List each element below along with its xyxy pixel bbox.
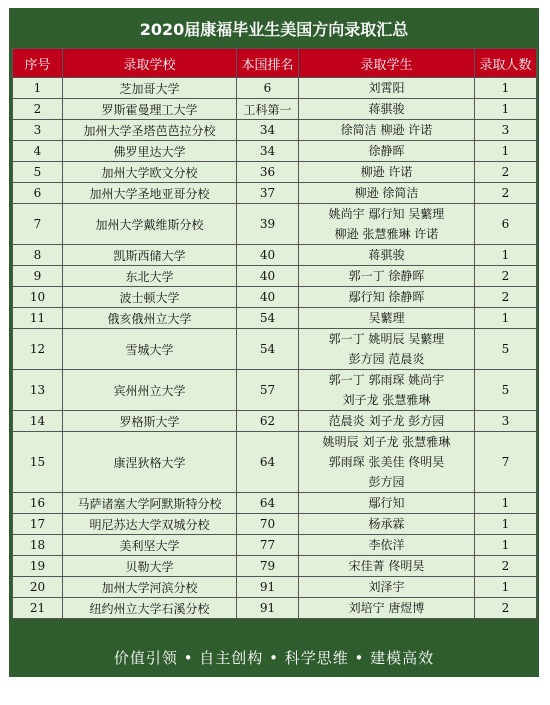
table-row <box>13 162 537 183</box>
row-rank: 77 <box>237 535 299 556</box>
row-school: 佛罗里达大学 <box>63 141 237 162</box>
row-rank: 64 <box>237 493 299 514</box>
table-row <box>13 411 537 432</box>
row-no: 17 <box>13 514 63 535</box>
row-count: 1 <box>475 514 537 535</box>
row-school: 加州大学戴维斯分校 <box>63 204 237 245</box>
row-students: 郭一丁 郭雨琛 姚尚宇 刘子龙 张慧雅琳 <box>299 370 475 411</box>
row-rank: 79 <box>237 556 299 577</box>
row-school: 加州大学圣地亚哥分校 <box>63 183 237 204</box>
table-row <box>13 598 537 619</box>
row-school: 美利坚大学 <box>63 535 237 556</box>
row-school: 波士顿大学 <box>63 287 237 308</box>
row-rank: 91 <box>237 598 299 619</box>
row-students: 蒋骐骏 <box>299 245 475 266</box>
row-school: 明尼苏达大学双城分校 <box>63 514 237 535</box>
row-no: 4 <box>13 141 63 162</box>
row-rank: 40 <box>237 266 299 287</box>
row-no: 18 <box>13 535 63 556</box>
row-school: 芝加哥大学 <box>63 78 237 99</box>
row-rank: 37 <box>237 183 299 204</box>
row-students: 姚尚宇 鄢行知 吴蘩理 柳逊 张慧雅琳 许诺 <box>299 204 475 245</box>
table-row <box>13 287 537 308</box>
row-rank: 64 <box>237 432 299 493</box>
row-no: 2 <box>13 99 63 120</box>
row-students: 姚明辰 刘子龙 张慧雅琳 郭雨琛 张美佳 佟明昊 彭方园 <box>299 432 475 493</box>
row-count: 2 <box>475 556 537 577</box>
row-students: 范晨炎 刘子龙 彭方园 <box>299 411 475 432</box>
row-count: 2 <box>475 183 537 204</box>
row-count: 7 <box>475 432 537 493</box>
row-count: 1 <box>475 99 537 120</box>
row-rank: 54 <box>237 329 299 370</box>
row-rank: 70 <box>237 514 299 535</box>
row-count: 1 <box>475 78 537 99</box>
row-count: 5 <box>475 329 537 370</box>
row-rank: 62 <box>237 411 299 432</box>
row-rank: 40 <box>237 245 299 266</box>
row-no: 21 <box>13 598 63 619</box>
row-school: 俄亥俄州立大学 <box>63 308 237 329</box>
header-students: 录取学生 <box>299 49 475 78</box>
row-school: 纽约州立大学石溪分校 <box>63 598 237 619</box>
row-school: 康涅狄格大学 <box>63 432 237 493</box>
table-row <box>13 535 537 556</box>
row-students: 刘霄阳 <box>299 78 475 99</box>
table-row <box>13 266 537 287</box>
row-students: 吴蘩理 <box>299 308 475 329</box>
row-no: 7 <box>13 204 63 245</box>
row-no: 11 <box>13 308 63 329</box>
row-count: 6 <box>475 204 537 245</box>
row-no: 10 <box>13 287 63 308</box>
row-no: 14 <box>13 411 63 432</box>
row-count: 1 <box>475 141 537 162</box>
page-title: 2020届康福毕业生美国方向录取汇总 <box>139 19 409 39</box>
row-no: 12 <box>13 329 63 370</box>
header-count: 录取人数 <box>475 49 537 78</box>
row-students: 徐简洁 柳逊 许诺 <box>299 120 475 141</box>
row-school: 罗斯霍曼理工大学 <box>63 99 237 120</box>
row-no: 8 <box>13 245 63 266</box>
row-students: 柳逊 徐简洁 <box>299 183 475 204</box>
header-school: 录取学校 <box>63 49 237 78</box>
row-rank: 工科第一 <box>237 99 299 120</box>
row-school: 加州大学河滨分校 <box>63 577 237 598</box>
row-students: 宋佳菁 佟明昊 <box>299 556 475 577</box>
report-frame <box>9 8 539 677</box>
row-rank: 34 <box>237 120 299 141</box>
row-count: 5 <box>475 370 537 411</box>
table-row <box>13 556 537 577</box>
row-students: 徐静晖 <box>299 141 475 162</box>
row-no: 19 <box>13 556 63 577</box>
table-header-row <box>13 49 537 78</box>
table-row <box>13 99 537 120</box>
row-rank: 36 <box>237 162 299 183</box>
row-school: 加州大学欧文分校 <box>63 162 237 183</box>
row-rank: 57 <box>237 370 299 411</box>
row-school: 凯斯西储大学 <box>63 245 237 266</box>
header-no: 序号 <box>13 49 63 78</box>
row-count: 2 <box>475 598 537 619</box>
row-count: 1 <box>475 308 537 329</box>
row-count: 2 <box>475 162 537 183</box>
row-count: 1 <box>475 245 537 266</box>
table-row <box>13 514 537 535</box>
row-rank: 6 <box>237 78 299 99</box>
row-no: 6 <box>13 183 63 204</box>
row-school: 宾州州立大学 <box>63 370 237 411</box>
row-students: 杨承霖 <box>299 514 475 535</box>
table-row <box>13 308 537 329</box>
table-row <box>13 204 537 245</box>
row-students: 刘培宁 唐煜博 <box>299 598 475 619</box>
row-students: 郭一丁 姚明辰 吴蘩理 彭方园 范晨炎 <box>299 329 475 370</box>
table-row <box>13 183 537 204</box>
row-no: 16 <box>13 493 63 514</box>
table-row <box>13 329 537 370</box>
row-school: 马萨诸塞大学阿默斯特分校 <box>63 493 237 514</box>
row-school: 加州大学圣塔芭芭拉分校 <box>63 120 237 141</box>
row-rank: 39 <box>237 204 299 245</box>
row-students: 鄢行知 徐静晖 <box>299 287 475 308</box>
admission-table <box>12 48 537 619</box>
row-students: 李依洋 <box>299 535 475 556</box>
row-no: 3 <box>13 120 63 141</box>
table-row <box>13 120 537 141</box>
footer-slogan: 价值引领 • 自主创构 • 科学思维 • 建模高效 <box>113 649 435 667</box>
row-students: 郭一丁 徐静晖 <box>299 266 475 287</box>
row-students: 柳逊 许诺 <box>299 162 475 183</box>
table-row <box>13 245 537 266</box>
row-rank: 91 <box>237 577 299 598</box>
row-count: 3 <box>475 120 537 141</box>
row-count: 1 <box>475 535 537 556</box>
row-school: 东北大学 <box>63 266 237 287</box>
row-students: 蒋骐骏 <box>299 99 475 120</box>
table-row <box>13 78 537 99</box>
table-row <box>13 432 537 493</box>
row-students: 鄢行知 <box>299 493 475 514</box>
row-no: 15 <box>13 432 63 493</box>
row-rank: 34 <box>237 141 299 162</box>
row-no: 9 <box>13 266 63 287</box>
table-row <box>13 577 537 598</box>
row-count: 2 <box>475 266 537 287</box>
row-school: 雪城大学 <box>63 329 237 370</box>
row-no: 1 <box>13 78 63 99</box>
table-row <box>13 141 537 162</box>
table-row <box>13 493 537 514</box>
row-school: 贝勒大学 <box>63 556 237 577</box>
row-count: 3 <box>475 411 537 432</box>
row-school: 罗格斯大学 <box>63 411 237 432</box>
row-count: 1 <box>475 577 537 598</box>
row-no: 5 <box>13 162 63 183</box>
row-students: 刘泽宇 <box>299 577 475 598</box>
table-row <box>13 370 537 411</box>
row-no: 13 <box>13 370 63 411</box>
row-rank: 54 <box>237 308 299 329</box>
row-count: 2 <box>475 287 537 308</box>
row-rank: 40 <box>237 287 299 308</box>
header-rank: 本国排名 <box>237 49 299 78</box>
row-count: 1 <box>475 493 537 514</box>
row-no: 20 <box>13 577 63 598</box>
